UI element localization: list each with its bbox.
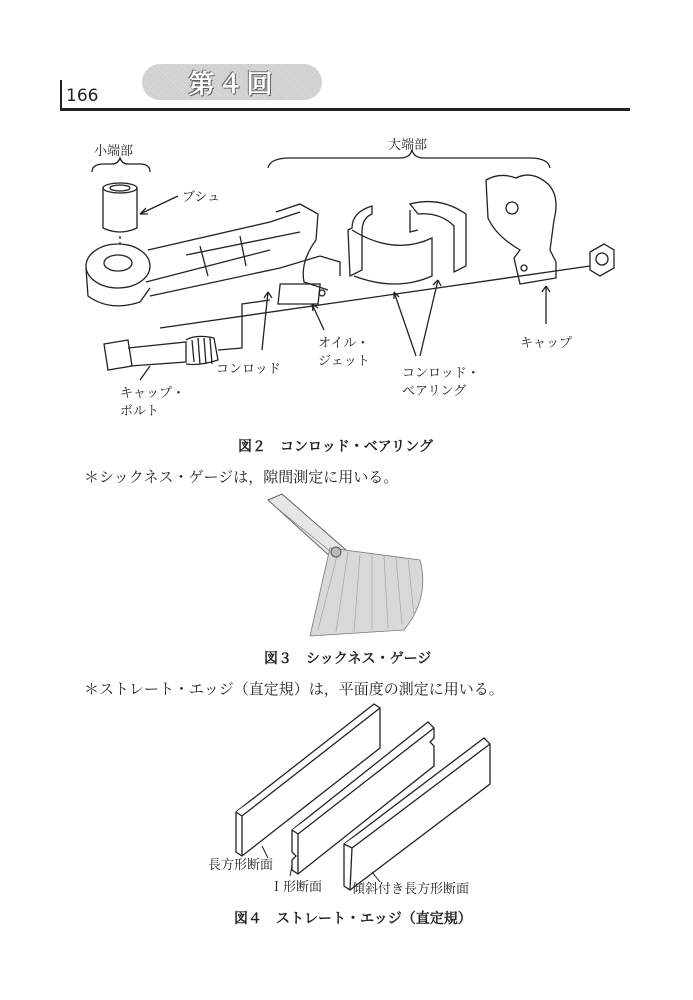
thickness-gauge-illustration (268, 494, 423, 636)
note-straight-edge: ＊ストレート・エッジ（直定規）は，平面度の測定に用いる。 (84, 680, 504, 698)
label-conrod: コンロッド (216, 362, 281, 377)
label-cap: キャップ (520, 336, 573, 351)
label-cap-bolt-2: ボルト (120, 404, 160, 419)
label-big-end: 大端部 (388, 138, 428, 153)
label-bearing-2: ベアリング (402, 384, 467, 399)
label-oil-jet-1: オイル・ (318, 336, 370, 351)
figure-4-caption: 図４ ストレート・エッジ（直定規） (234, 911, 472, 927)
straight-edges-illustration (236, 704, 490, 890)
chapter-badge-text: 第４回 (188, 69, 276, 100)
label-small-end: 小端部 (94, 144, 134, 159)
note-thickness-gauge: ＊シックネス・ゲージは，隙間測定に用いる。 (84, 468, 399, 486)
label-beveled-section: 傾斜付き長方形断面 (352, 882, 470, 897)
figure-3-caption: 図３ シックネス・ゲージ (264, 651, 432, 667)
label-cap-bolt-1: キャップ・ (120, 386, 186, 401)
figure-2-caption: 図２ コンロッド・ベアリング (238, 439, 433, 455)
label-rectangular-section: 長方形断面 (208, 858, 274, 873)
label-bearing-1: コンロッド・ (402, 366, 480, 381)
label-i-section: Ｉ形断面 (270, 880, 323, 895)
page-number: 166 (66, 86, 99, 106)
label-bush: ブシュ (182, 190, 221, 205)
label-oil-jet-2: ジェット (318, 354, 370, 369)
